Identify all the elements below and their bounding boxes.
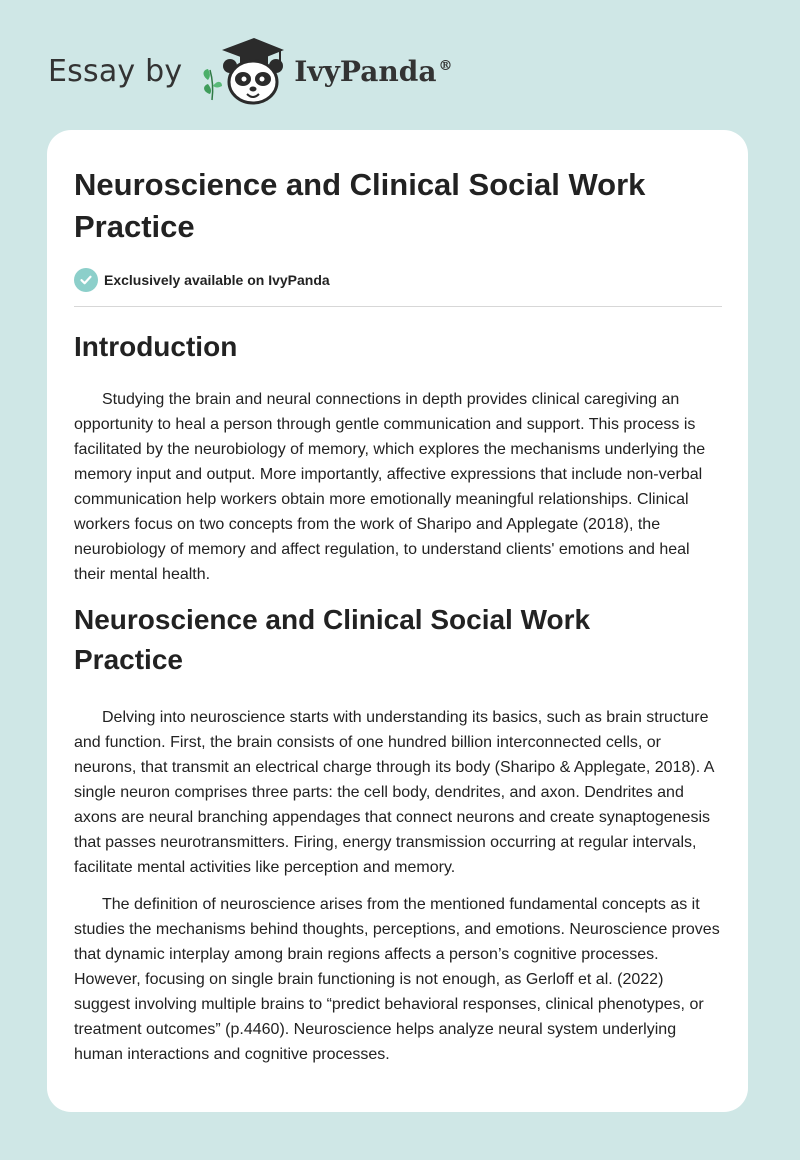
site-header xyxy=(0,0,800,130)
essay-card xyxy=(47,130,748,1112)
section-heading-neuroscience: Neuroscience and Clinical Social Work Practice xyxy=(74,604,591,675)
section-heading-introduction: Introduction xyxy=(74,331,238,362)
checkmark-icon xyxy=(74,268,98,292)
brand-logo[interactable] xyxy=(48,36,452,106)
paragraph: Delving into neuroscience starts with understanding its basics, such as brain structure and function. First, the brain consists of one hundred billion interconnected cells, or neurons, that transmit an electrical charge through its body (Sharipo & Applegate, 2018). A single neuron comprises three parts: the cell body, dendrites, and axon. Dendrites and axons are neural branching appendages that connect neurons and create synaptogenesis that passes neurotransmitters. Firing, energy transmission occurring at regular intervals, facilitate mental activities like perception and memory. xyxy=(74,709,714,876)
exclusive-badge xyxy=(74,268,722,292)
divider xyxy=(74,306,722,307)
ivy-leaf-icon xyxy=(204,69,223,100)
panda-logo-icon xyxy=(200,36,286,106)
brand-prefix: Essay by xyxy=(48,53,183,89)
exclusive-label: Exclusively available on IvyPanda xyxy=(104,272,330,288)
paragraph: The definition of neuroscience arises from the mentioned fundamental concepts as it studies the mechanisms behind thoughts, perceptions, and emotions. Neuroscience proves that dynamic interplay among brain regions affects a person’s cognitive processes. However, focusing on single brain functioning is not enough, as Gerloff et al. (2022) suggest involving multiple brains to “predict behavioral responses, clinical phenotypes, or treatment outcomes” (p.4460). Neuroscience helps analyze neural system underlying human interactions and cognitive processes. xyxy=(74,896,720,1063)
page-title: Neuroscience and Clinical Social Work Practice xyxy=(74,167,646,244)
paragraph: Studying the brain and neural connections in depth provides clinical caregiving an opportunity to heal a person through gentle communication and support. This process is facilitated by the neurobiology of memory, which explores the mechanisms underlying the memory input and output. More importantly, affective expressions that include non-verbal communication help workers obtain more emotionally meaningful relationships. Clinical workers focus on two concepts from the work of Sharipo and Applegate (2018), the neurobiology of memory and affect regulation, to understand clients' emotions and heal their mental health. xyxy=(74,391,706,583)
brand-name: IvyPanda ® xyxy=(294,54,453,88)
